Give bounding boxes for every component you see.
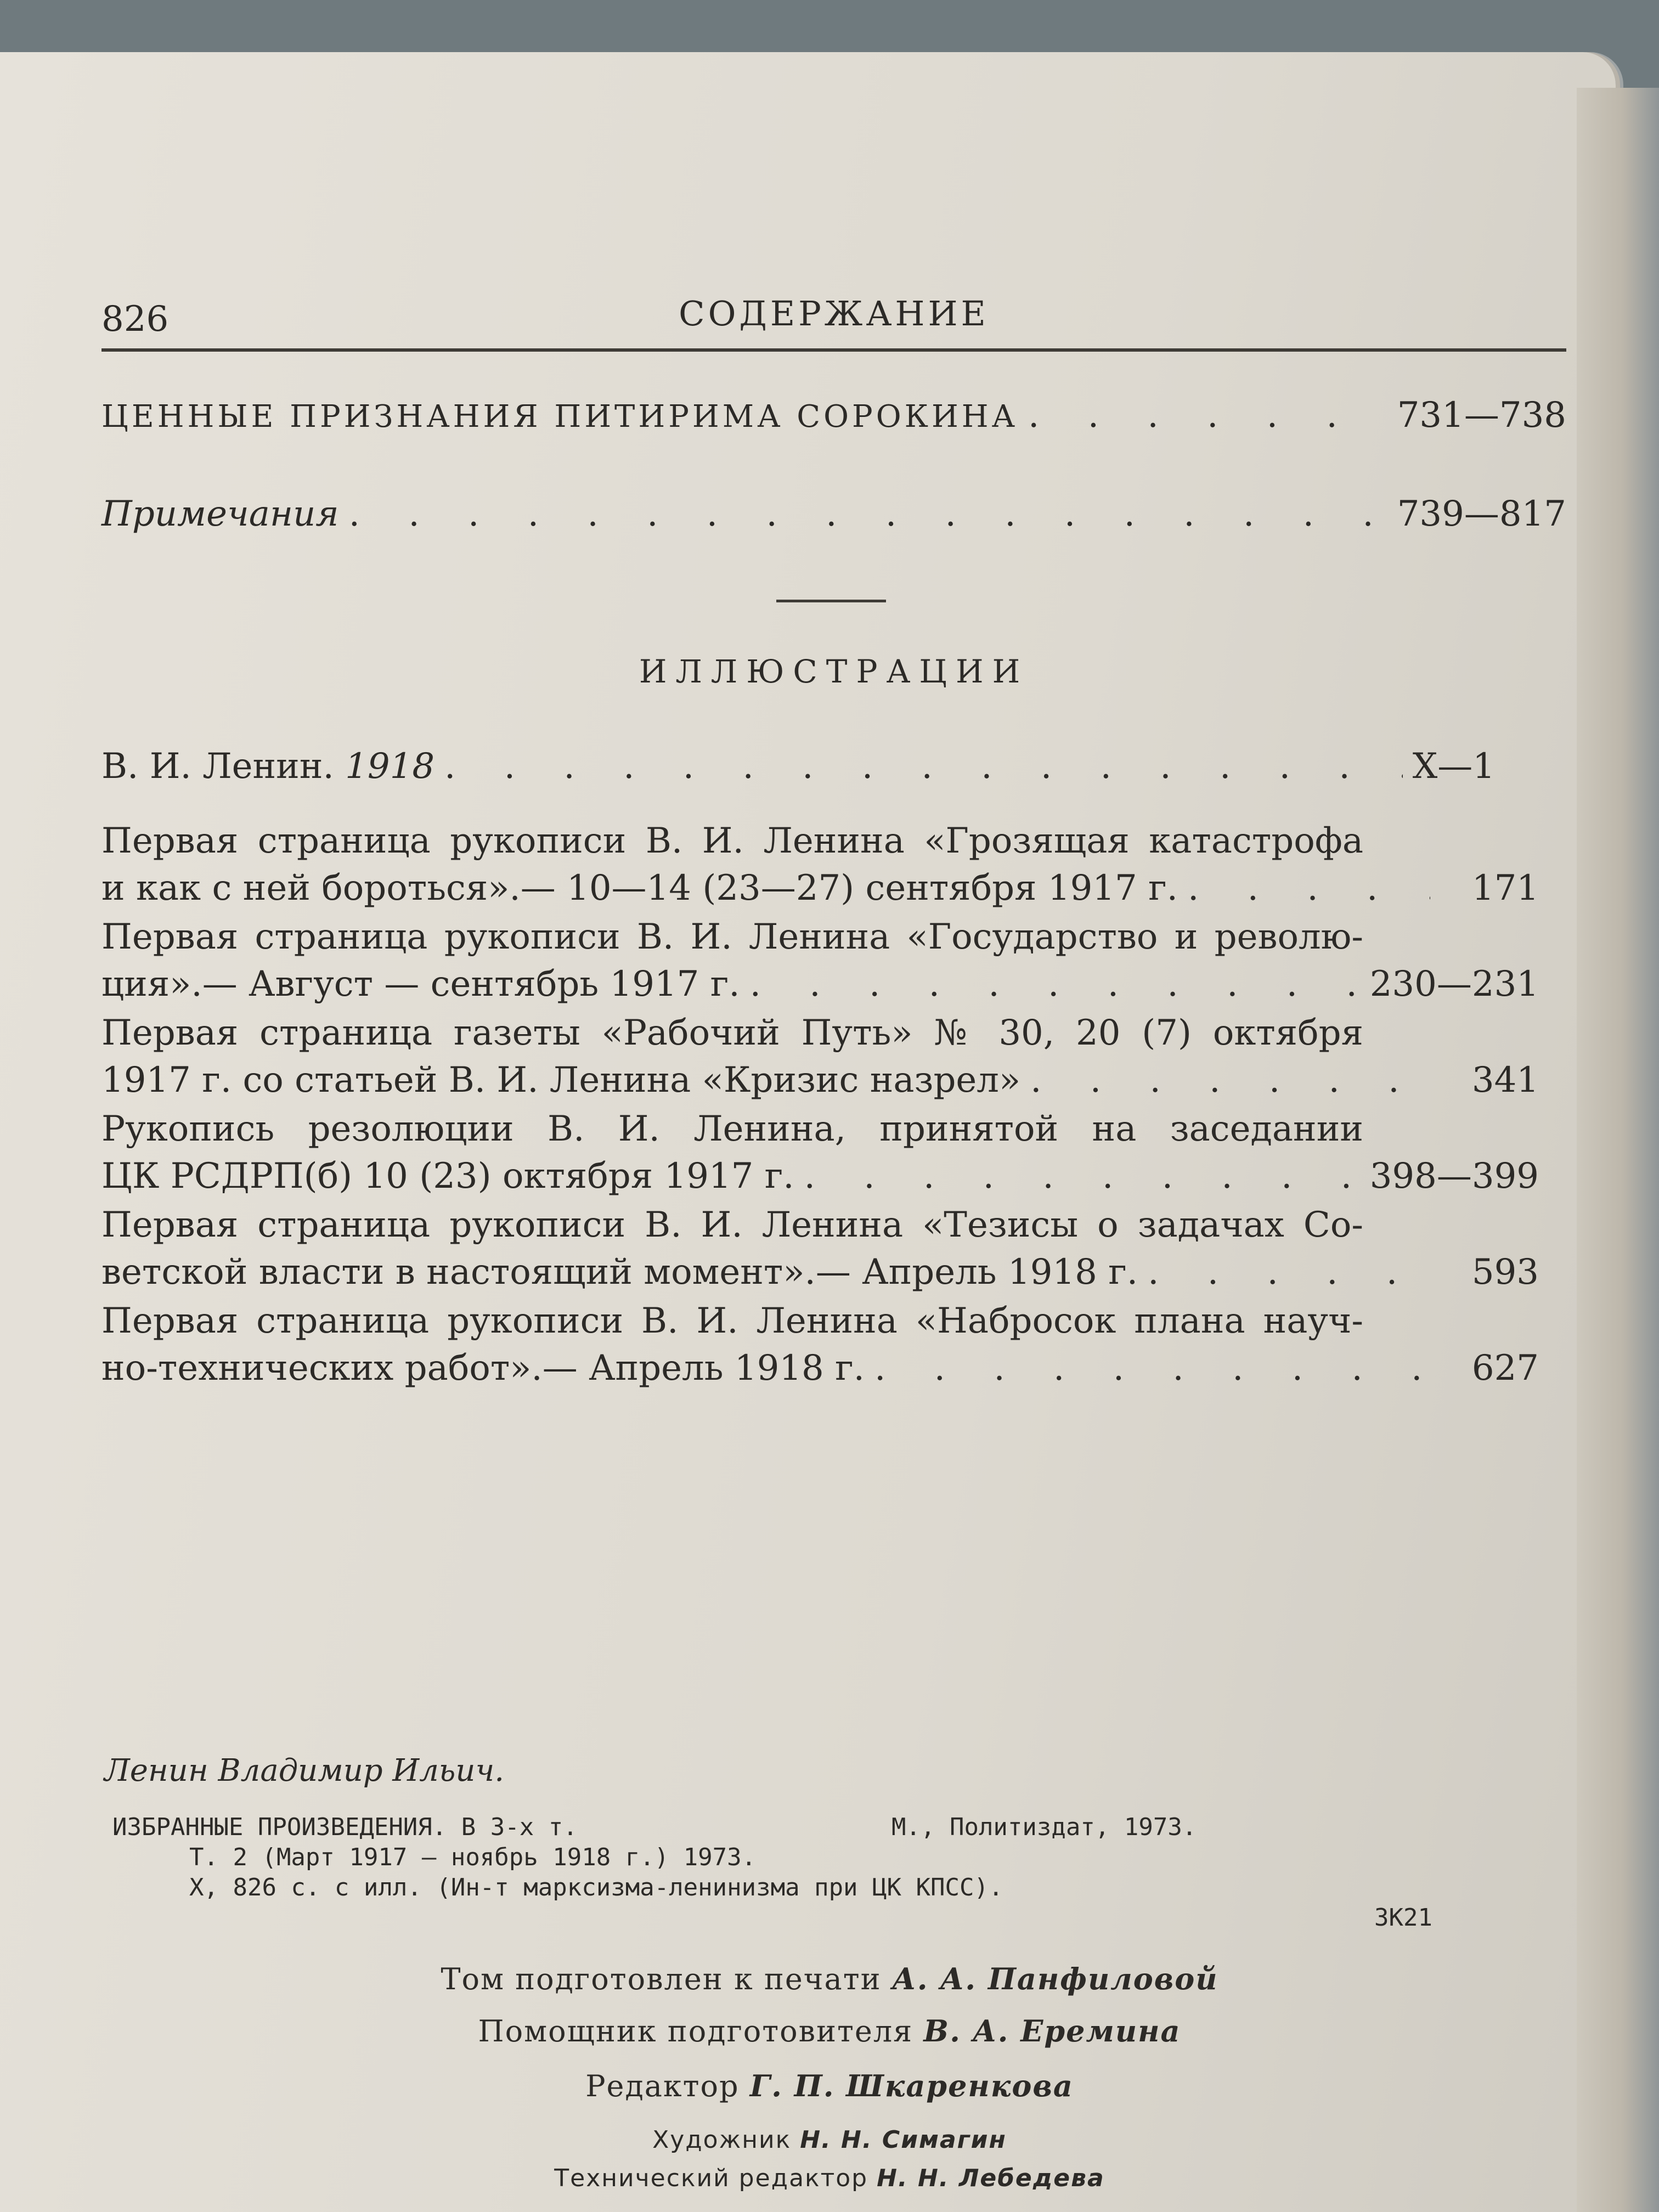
illustrations-heading: ИЛЛЮСТРАЦИИ	[639, 653, 1029, 690]
catalog-publisher: М., Политиздат, 1973.	[891, 1813, 1197, 1841]
illustration-entry	[101, 1009, 1539, 1104]
catalog-volume: Т. 2 (Март 1917 — ноябрь 1918 г.) 1973.	[189, 1843, 757, 1871]
leader-dots	[444, 746, 1403, 787]
illustration-pages: 341	[1471, 1060, 1539, 1101]
catalog-code: 3К21	[1374, 1904, 1432, 1932]
illustration-line: ЦК РСДРП(б) 10 (23) октября 1917 г.	[101, 1156, 794, 1197]
illustration-line: Первая страница газеты «Рабочий Путь» № 30, 20 (7) октября	[101, 1013, 1363, 1053]
catalog-title: ИЗБРАННЫЕ ПРОИЗВЕДЕНИЯ. В 3-х т.	[112, 1813, 578, 1841]
leader-dots	[1030, 1057, 1430, 1104]
illustration-line: Первая страница рукописи В. И. Ленина «Тезисы о задачах Со-	[101, 1205, 1363, 1245]
running-head: СОДЕРЖАНИЕ	[679, 294, 989, 334]
catalog-description: Х, 826 с. с илл. (Ин-т марксизма-ленинизма при ЦК КПСС).	[189, 1874, 1003, 1901]
contents-entry	[101, 494, 1566, 534]
leader-dots	[874, 1345, 1430, 1392]
illustration-pages: 230—231	[1369, 964, 1539, 1005]
illustration-line: но-технических работ».— Апрель 1918 г.	[101, 1348, 865, 1389]
illustration-entry	[101, 1297, 1539, 1392]
leader-dots	[1148, 1249, 1430, 1296]
illustration-entry	[101, 1105, 1539, 1200]
section-divider	[776, 600, 886, 602]
illustration-line: 1917 г. со статьей В. И. Ленина «Кризис назрел»	[101, 1060, 1021, 1101]
illustration-line: Первая страница рукописи В. И. Ленина «Государство и револю-	[101, 917, 1363, 957]
credit-line: Художник Н. Н. Симагин	[652, 2126, 1007, 2154]
page-header	[101, 288, 1566, 352]
illustration-pages: X—1	[1412, 746, 1495, 787]
credit-line: Технический редактор Н. Н. Лебедева	[554, 2164, 1105, 2192]
illustration-entry	[101, 746, 1566, 787]
illustration-entry	[101, 817, 1539, 912]
illustration-line: ветской власти в настоящий момент».— Апрель 1918 г.	[101, 1252, 1138, 1293]
credit-line: Помощник подготовителя В. А. Еремина	[478, 2013, 1181, 2049]
page-edge-stack	[1577, 88, 1659, 2212]
illustration-line: и как с ней бороться».— 10—14 (23—27) сентября 1917 г.	[101, 868, 1178, 909]
leader-dots	[804, 1153, 1360, 1200]
leader-dots	[1028, 395, 1387, 436]
contents-entry-pages: 731—738	[1397, 395, 1566, 436]
leader-dots	[349, 494, 1387, 534]
illustration-pages: 398—399	[1369, 1156, 1539, 1197]
contents-entry-title: ЦЕННЫЕ ПРИЗНАНИЯ ПИТИРИМА СОРОКИНА	[101, 399, 1019, 435]
illustration-title: В. И. Ленин. 1918	[101, 746, 435, 787]
contents-entry-pages: 739—817	[1397, 494, 1566, 534]
illustration-line: ция».— Август — сентябрь 1917 г.	[101, 964, 740, 1005]
illustration-line: Рукопись резолюции В. И. Ленина, принятой на заседании	[101, 1109, 1363, 1149]
illustration-entry	[101, 1201, 1539, 1296]
page-number: 826	[101, 299, 169, 340]
credit-line: Редактор Г. П. Шкаренкова	[585, 2068, 1074, 2103]
contents-entry	[101, 395, 1566, 436]
illustration-line: Первая страница рукописи В. И. Ленина «Набросок плана науч-	[101, 1301, 1363, 1341]
illustration-pages: 627	[1471, 1348, 1539, 1389]
illustration-pages: 171	[1471, 868, 1539, 909]
catalog-author: Ленин Владимир Ильич.	[104, 1753, 505, 1788]
illustration-entry	[101, 913, 1539, 1008]
credit-line: Том подготовлен к печати А. А. Панфиловой	[441, 1961, 1218, 1996]
leader-dots	[750, 961, 1360, 1008]
illustration-line: Первая страница рукописи В. И. Ленина «Грозящая катастрофа	[101, 821, 1363, 861]
leader-dots	[1188, 865, 1430, 912]
contents-entry-title: Примечания	[101, 494, 339, 534]
illustration-pages: 593	[1471, 1252, 1539, 1293]
